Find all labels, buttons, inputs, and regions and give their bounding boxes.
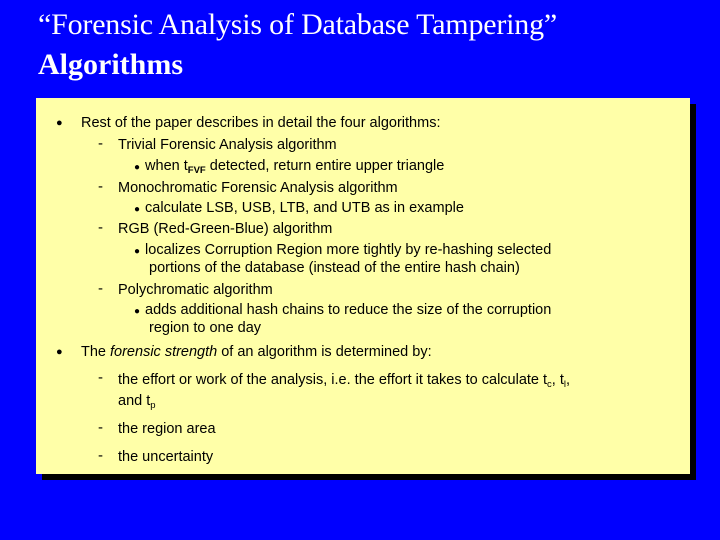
strength-uncertainty: the uncertainty xyxy=(118,449,214,465)
dash-marker: - xyxy=(98,135,103,152)
algo-rgb-detail: ● localizes Corruption Region more tightly by re-hashing selected xyxy=(134,241,551,261)
strength-region-area: the region area xyxy=(118,421,216,437)
algo-monochromatic-label: Monochromatic Forensic Analysis algorithm xyxy=(118,180,398,196)
strength-effort: the effort or work of the analysis, i.e. the effort it takes to calculate $t_c$, $t_l$, xyxy=(118,372,571,390)
algo-monochromatic-detail: ● calculate LSB, USB, LTB, and UTB as in example xyxy=(134,199,464,219)
subbullet-marker: ● xyxy=(134,246,141,257)
algo-rgb-detail-cont: portions of the database (instead of the entire hash chain) xyxy=(149,260,520,276)
strength-effort-cont: and $t_p$ xyxy=(118,393,156,411)
algo-rgb-label: RGB (Red-Green-Blue) algorithm xyxy=(118,221,333,237)
algo-trivial-label: Trivial Forensic Analysis algorithm xyxy=(118,137,337,153)
algo-polychromatic-detail: ● adds additional hash chains to reduce the size of the corruption xyxy=(134,301,551,321)
dash-marker: - xyxy=(98,447,103,464)
dash-marker: - xyxy=(98,280,103,297)
dash-marker: - xyxy=(98,219,103,236)
algo-trivial-detail: ● when $t_{FVF}$ detected, return entire upper triangle xyxy=(134,158,445,176)
slide-title: “Forensic Analysis of Database Tampering” xyxy=(38,8,557,41)
content-panel xyxy=(36,98,690,474)
subbullet-marker: ● xyxy=(134,162,141,173)
slide-subtitle: Algorithms xyxy=(38,48,183,81)
bullet-marker: ● xyxy=(56,346,63,358)
algo-polychromatic-label: Polychromatic algorithm xyxy=(118,282,273,298)
bullet1-text: Rest of the paper describes in detail the four algorithms: xyxy=(81,115,441,131)
dash-marker: - xyxy=(98,369,103,386)
bullet2-text: The forensic strength of an algorithm is determined by: xyxy=(81,344,432,360)
bullet-marker: ● xyxy=(56,117,63,129)
subbullet-marker: ● xyxy=(134,306,141,317)
subbullet-marker: ● xyxy=(134,204,141,215)
algo-polychromatic-detail-cont: region to one day xyxy=(149,320,262,336)
dash-marker: - xyxy=(98,178,103,195)
dash-marker: - xyxy=(98,419,103,436)
